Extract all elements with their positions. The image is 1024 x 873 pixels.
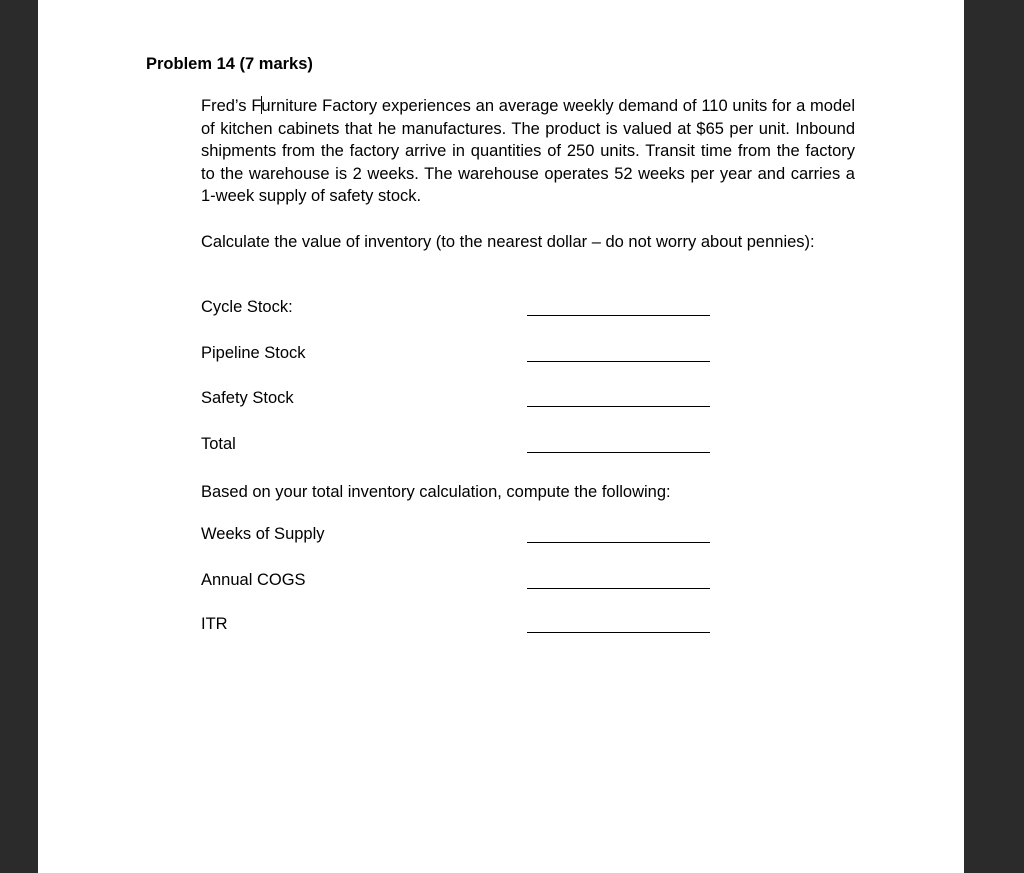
answer-label: Annual COGS (201, 571, 306, 589)
answer-blank-line (527, 632, 710, 633)
statement-text-rest: urniture Factory experiences an average weekly demand of 110 units for a model of kitchen cabinets that he manufactures. The product is valued at $65 per unit. Inbound shipments from the factory arrive in quantities of 250 units. Transit time from the factory to the warehouse is 2 weeks. The warehouse operates 52 weeks per year and carries a 1-week supply of safety stock. (201, 97, 855, 206)
answer-row-annual-cogs (201, 571, 711, 595)
answer-label: Total (201, 435, 236, 453)
statement-text-start: Fred’s F (201, 97, 262, 115)
answer-label: ITR (201, 615, 228, 633)
answer-row-itr (201, 615, 711, 639)
answer-blank-line (527, 452, 710, 453)
document-page (38, 0, 964, 873)
answer-blank-line (527, 588, 710, 589)
problem-statement (201, 95, 855, 208)
answer-row-safety-stock (201, 389, 711, 413)
answer-row-weeks-of-supply (201, 525, 711, 549)
answer-label: Cycle Stock: (201, 298, 293, 316)
answer-label: Safety Stock (201, 389, 294, 407)
follow-up-instruction: Based on your total inventory calculation, compute the following: (201, 483, 671, 501)
answer-row-cycle-stock (201, 298, 711, 322)
answer-label: Weeks of Supply (201, 525, 325, 543)
instruction-text: Calculate the value of inventory (to the nearest dollar – do not worry about pennies): (201, 233, 815, 251)
answer-blank-line (527, 542, 710, 543)
answer-label: Pipeline Stock (201, 344, 306, 362)
answer-row-pipeline-stock (201, 344, 711, 368)
problem-title: Problem 14 (7 marks) (146, 55, 313, 73)
answer-blank-line (527, 361, 710, 362)
answer-row-total (201, 435, 711, 459)
answer-blank-line (527, 315, 710, 316)
answer-blank-line (527, 406, 710, 407)
